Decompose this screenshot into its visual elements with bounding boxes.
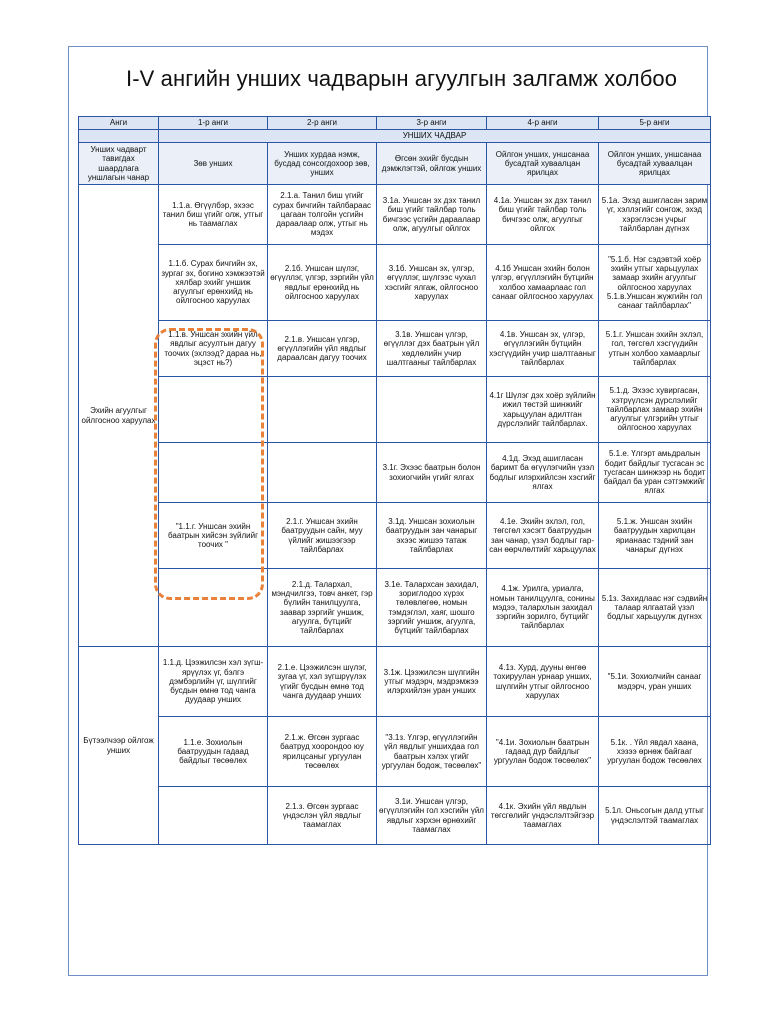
table-row — [79, 647, 711, 717]
table-cell: 4.1е. Эхийн эхлэл, гол, төгсгөл хэсэгт баатруудын зан чанар, үзэл бодлыг гар-сан өөрчлөлтийг харьцуулах — [487, 503, 599, 569]
table-cell: 4.1г Шүлэг дэх хоёр зүйлийн ижил төстэй шинжийг харьцуулан адилтган дүрслэлийг тайлбарлах. — [487, 377, 599, 443]
table-cell: 3.1и. Уншсан үлгэр, өгүүллэгийн гол хэсгийн үйл явдлыг хэрхэн өрнөхийг таамаглах — [377, 787, 487, 845]
col-header: 4-р анги — [487, 117, 599, 130]
table-cell: 5.1.ж. Уншсан эхийн баатруудын харилцан ярианаас тэдний зан чанарыг дүгнэх — [599, 503, 711, 569]
section-label: УНШИХ ЧАДВАР — [159, 130, 711, 143]
table-cell: 5.1.е. Үлгэрт амьдралын бодит байдлыг тусгасан эс тусгасан шинжээр нь бодит байдал ба уран сэтгэмжийг ялгах — [599, 443, 711, 503]
table-cell: 4.1д. Эхэд ашигласан баримт ба өгүүлэгчийн үзэл бодлыг илэрхийлсэн хэсгийг ялгах — [487, 443, 599, 503]
table-row — [79, 503, 711, 569]
table-cell: 2.1.в. Уншсан үлгэр, өгүүллэгийн үйл явдлыг дараалсан дагуу тоочих — [268, 321, 377, 377]
table-row — [79, 569, 711, 647]
table-cell: 1.1.а. Өгүүлбэр, эхээс танил биш үгийг олж, утгыг нь таамаглах — [159, 185, 268, 245]
row-header: Унших чадварт тавигдах шаардлага уншлагын чанар — [79, 143, 159, 185]
table-cell: 2.1.е. Цээжилсэн шүлэг, зугаа үг, хэл зүгшрүүлэх үгийг бусдын өмнө тод чанга дуудаар унших — [268, 647, 377, 717]
table-cell: 4.1з. Хурд, дууны өнгөө тохируулан урнаар унших, шүлгийн утгыг ойлгосноо харуулах — [487, 647, 599, 717]
subheader: Зөв унших — [159, 143, 268, 185]
table-cell: 2.1.а. Танил биш үгийг сурах бичгийн тайлбараас цагаан толгойн үсгийн дараалаар олж, утгыг нь мэдэх — [268, 185, 377, 245]
page-title: I-V ангийн унших чадварын агуулгын залгамж холбоо — [126, 66, 678, 91]
col-header: 3-р анги — [377, 117, 487, 130]
table-cell: 2.1.д. Талархал, мэндчилгээ, товч анкет, гэр бүлийн танилцуулга, заавар зэргийг уншиж, агуулга, бүтцийг тайлбарлах — [268, 569, 377, 647]
header-row — [79, 117, 711, 130]
subheader: Ойлгон унших, уншсанаа бусадтай хуваалцан ярилцах — [599, 143, 711, 185]
table-cell — [159, 569, 268, 647]
table-row — [79, 717, 711, 787]
table-cell: 5.1.г. Уншсан эхийн эхлэл, гол, төгсгөл хэсгүүдийн утгын холбоо хамаарлыг тайлбарлах — [599, 321, 711, 377]
table-cell: 3.1ж. Цээжилсэн шүлгийн утгыг мэдэрч, мэдрэмжээ илэрхийлэн уран унших — [377, 647, 487, 717]
table-row — [79, 377, 711, 443]
group-label: Эхийн агуулгыг ойлгосноо харуулах — [79, 185, 159, 647]
table-cell: 4.1ж. Урилга, уриалга, номын танилцуулга, сонины мэдээ, талархлын захидал зэргийн зорилго, бүтцийг тайлбарлах — [487, 569, 599, 647]
col-header: 1-р анги — [159, 117, 268, 130]
table-cell: 2.1.з. Өгсөн зургаас үндэслэн үйл явдлыг таамаглах — [268, 787, 377, 845]
table-cell: 3.1а. Уншсан эх дэх танил биш үгийг тайлбар толь бичгээс үсгийн дараалаар олж, агуулгыг ойлгох — [377, 185, 487, 245]
table-cell: "4.1и. Зохиолын баатрын гадаад дүр байдлыг ургуулан бодож төсөөлөх" — [487, 717, 599, 787]
group-label: Бүтээлчээр ойлгож унших — [79, 647, 159, 845]
col-header: Анги — [79, 117, 159, 130]
table-row — [79, 321, 711, 377]
table-cell: 5.1з. Захидлаас нэг сэдвийн талаар ялгаатай үзэл бодлыг харьцуулж дүгнэх — [599, 569, 711, 647]
table-cell: "5.1и. Зохиолчийн санааг мэдэрч, уран унших — [599, 647, 711, 717]
subheader: Өгсөн эхийг бусдын дэмжлэгтэй, ойлгож унших — [377, 143, 487, 185]
table-cell: 3.1в. Уншсан үлгэр, өгүүллэг дэх баатрын үйл хөдлөлийн учир шалтгааныг тайлбарлах — [377, 321, 487, 377]
table-cell — [268, 443, 377, 503]
table-row — [79, 787, 711, 845]
table-cell: 5.1к. . Үйл явдал хаана, хэзээ өрнөж байгааг ургуулан бодож төсөөлөх — [599, 717, 711, 787]
table-cell: 2.1.ж. Өгсөн зургаас баатруд хоорондоо юу ярилцсаныг ургуулан төсөөлөх — [268, 717, 377, 787]
table-cell: 5.1.д. Эхээс хувиргасан, хэтрүүлсэн дүрслэлийг тайлбарлах замаар эхийн агуулгыг үлгэрийн утгыг ойлгосноо харуулах — [599, 377, 711, 443]
table-cell: 3.1б. Уншсан эх, үлгэр, өгүүллэг, шүлгээс чухал хэсгийг ялгаж, ойлгосноо харуулах — [377, 245, 487, 321]
table-cell: 4.1к. Эхийн үйл явдлын төгсгөлийг үндэслэлтэйгээр таамаглах — [487, 787, 599, 845]
table-cell: "3.1з. Үлгэр, өгүүллэгийн үйл явдлыг уншихдаа гол баатрын хэлэх үгийг ургуулан бодож, төсөөлөх" — [377, 717, 487, 787]
table-row — [79, 443, 711, 503]
table-cell: 1.1.д. Цээжилсэн хэл зүгш-ярүүлэх үг, бэлгэ дэмбэрлийн үг, шүлгийг бусдын өмнө тод чанга дуудаар унших — [159, 647, 268, 717]
table-cell: 5.1а. Эхэд ашигласан зарим үг, хэллэгийг сонгож, эхэд хэрэглэсэн учрыг тайлбарлан дүгнэх — [599, 185, 711, 245]
col-header: 5-р анги — [599, 117, 711, 130]
table-cell: 5.1л. Оньсогын далд утгыг үндэслэлтэй таамаглах — [599, 787, 711, 845]
table-cell — [377, 377, 487, 443]
table-cell: "5.1.б. Нэг сэдэвтэй хоёр эхийн утгыг харьцуулах замаар эхийн агуулгыг ойлгосноо харуулах 5.1.в.Уншсан жүжгийн гол санааг тайлбарлах" — [599, 245, 711, 321]
table-cell: 4.1а. Уншсан эх дэх танил биш үгийг тайлбар толь бичгээс олж, агуулгыг ойлгох — [487, 185, 599, 245]
table-row — [79, 185, 711, 245]
table-cell: 3.1д. Уншсан зохиолын баатруудын зан чанарыг эхээс жишээ татаж тайлбарлах — [377, 503, 487, 569]
table-cell: 3.1е. Талархсан захидал, зориглодоо хүрэх төлөвлөгөө, номын тэмдэглэл, хаяг, шошго зэргийг уншиж, агуулга, бүтцийг тайлбарлах — [377, 569, 487, 647]
table-cell: 1.1.б. Сурах бичгийн эх, зургаг эх, богино хэмжээтэй хялбар эхийг уншиж агуулгыг ерөнхийд нь ойлгосноо харуулах — [159, 245, 268, 321]
table-cell — [159, 443, 268, 503]
table-cell: "1.1.г. Уншсан эхийн баатрын хийсэн зүйлийг тоочих " — [159, 503, 268, 569]
table-cell — [268, 377, 377, 443]
table-cell: 1.1.е. Зохиолын баатруудын гадаад байдлыг төсөөлөх — [159, 717, 268, 787]
table-cell: 3.1г. Эхээс баатрын болон зохиогчийн үгийг ялгах — [377, 443, 487, 503]
col-header: 2-р анги — [268, 117, 377, 130]
table-cell: 4.1в. Уншсан эх, үлгэр, өгүүллэгийн бүтцийн хэсгүүдийн учир шалтгааныг тайлбарлах — [487, 321, 599, 377]
content-table — [78, 116, 711, 845]
table-cell — [159, 377, 268, 443]
section-row — [79, 130, 711, 143]
table-cell: 4.1б Уншсан эхийн болон үлгэр, өгүүллэгийн бүтцийн холбоо хамаарлаас гол санааг ойлгосноо харуулах — [487, 245, 599, 321]
table-cell: 2.1б. Уншсан шүлэг, өгүүллэг, үлгэр, зэргийн үйл явдлыг ерөнхийд нь ойлгосноо харуулах — [268, 245, 377, 321]
subheader: Ойлгон унших, уншсанаа бусадтай хуваалцан ярилцах — [487, 143, 599, 185]
table-cell — [159, 787, 268, 845]
table-cell: 2.1.г. Уншсан эхийн баатруудын сайн, муу үйлийг жишээгээр тайлбарлах — [268, 503, 377, 569]
subheader-row — [79, 143, 711, 185]
table-row — [79, 245, 711, 321]
table-cell: 1.1.в. Уншсан эхийн үйл явдлыг асуултын дагуу тоочих (эхлээд? дараа нь, эцэст нь?) — [159, 321, 268, 377]
subheader: Унших хурдаа нэмж, бусдад сонсогдохоор зөв, унших — [268, 143, 377, 185]
